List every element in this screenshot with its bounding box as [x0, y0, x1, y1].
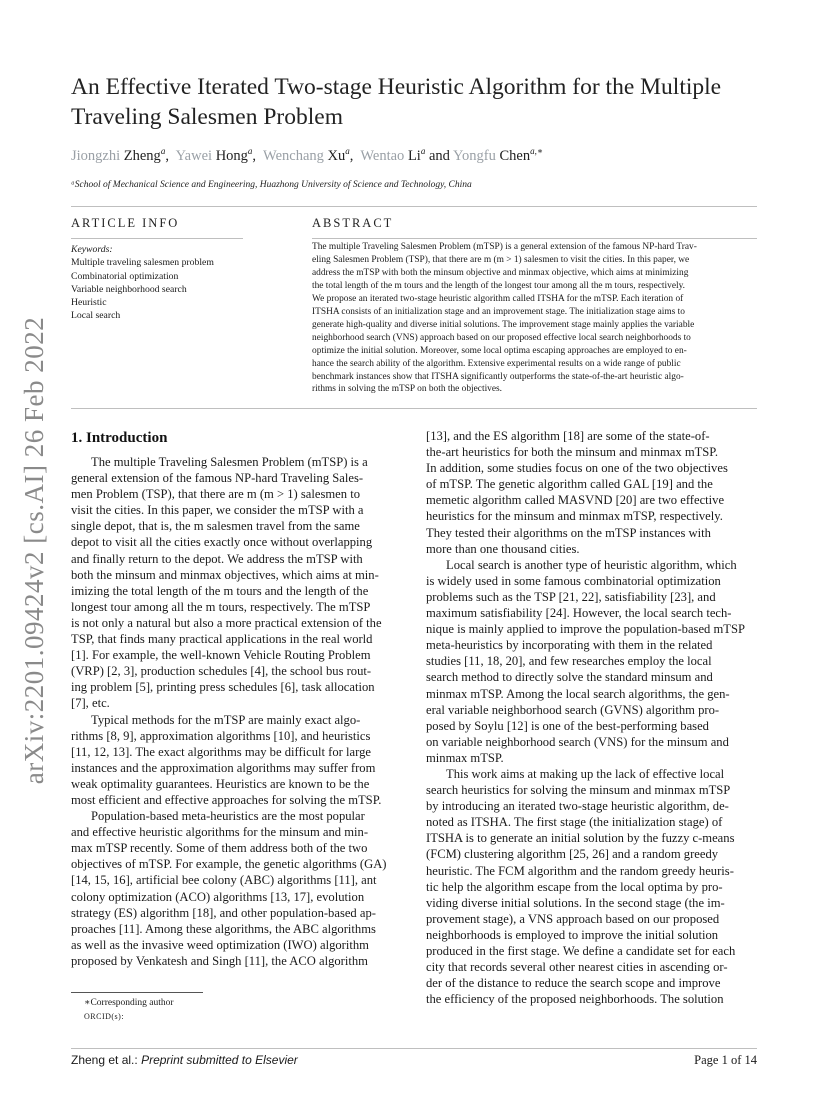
- body-text-line: problems such as the TSP [21, 22], satisfiability [23], and: [426, 589, 716, 604]
- body-text-line: minmax mTSP.: [426, 750, 504, 765]
- title-line-1: An Effective Iterated Two-stage Heuristic Algorithm for the Multiple: [71, 74, 722, 100]
- footnote: [84, 996, 174, 1024]
- footer-divider: [71, 1048, 757, 1049]
- keywords-box: [71, 243, 243, 323]
- body-text-line: strategy (ES) algorithm [18], and other population-based ap-: [71, 905, 376, 920]
- body-text-line: (FCM) clustering algorithm [25, 26] and a random greedy: [426, 847, 719, 862]
- body-text-line: [13], and the ES algorithm [18] are some of the state-of-: [426, 429, 710, 443]
- body-text-line: heuristic. The FCM algorithm and the random greedy heuris-: [426, 863, 734, 878]
- abstract-line: rithms in solving the mTSP on both the objectives.: [312, 384, 503, 395]
- abstract-line: generate high-quality and diverse initial solutions. The improvement stage mainly applies the variable: [312, 319, 695, 330]
- abstract-line: We propose an iterated two-stage heuristic algorithm called ITSHA for the mTSP. Each iteration of: [312, 293, 684, 304]
- body-text-line: They tested their algorithms on the mTSP instances with: [426, 525, 711, 540]
- left-column-body: [71, 454, 403, 969]
- body-text-line: single depot, that is, the m salesmen travel from the same: [71, 519, 360, 534]
- body-text-line: studies [11, 18, 20], and few researches employ the local: [426, 654, 712, 669]
- footer-preprint: Preprint submitted to Elsevier: [141, 1053, 298, 1067]
- body-text-line: heuristics for the minsum and minmax mTSP, respectively.: [426, 509, 723, 524]
- abstract-line: neighborhood search (VNS) approach based on our proposed effective local search neighborhoods to: [312, 332, 691, 343]
- author-list: Jiongzhi Zheng$^a$, Yawei Hong$^a$, Wenchang Xu$^a$, Wentao Li$^a$ and Yongfu Chen$^{a,∗}$: [71, 146, 543, 164]
- body-text-line: longest tour among all the m tours, respectively. The mTSP: [71, 599, 371, 614]
- body-text-line: and effective heuristic algorithms for the minsum and min-: [71, 825, 369, 840]
- body-text-line: Population-based meta-heuristics are the most popular: [91, 809, 365, 824]
- body-text-line: der of the distance to reduce the search scope and improve: [426, 976, 721, 991]
- body-text-line: both the minsum and minmax objectives, which aims at min-: [71, 567, 379, 582]
- body-text-line: on variable neighborhood search (VNS) for the minsum and: [426, 734, 729, 749]
- right-column-body: [426, 428, 757, 1007]
- body-text-line: minmax mTSP. Among the local search algorithms, the gen-: [426, 686, 730, 701]
- footer-author: Zheng et al.:: [71, 1053, 138, 1067]
- body-text-line: rithms [8, 9], approximation algorithms [10], and heuristics: [71, 728, 371, 743]
- body-text-line: is not only a natural but also a more practical extension of the: [71, 615, 382, 630]
- abstract-line: optimize the initial solution. Moreover, some local optima escaping approaches are employed to en-: [312, 345, 687, 356]
- body-text-line: is widely used in some famous combinatorial optimization: [426, 573, 721, 588]
- body-text-line: [7], etc.: [71, 696, 110, 711]
- body-text-line: In addition, some studies focus on one of the two objectives: [426, 461, 728, 476]
- article-info-heading: ARTICLE INFO: [71, 216, 180, 230]
- arxiv-stamp: arXiv:2201.09424v2 [cs.AI] 26 Feb 2022: [19, 316, 50, 784]
- body-text-line: eral variable neighborhood search (GVNS) algorithm pro-: [426, 702, 720, 717]
- body-text-line: as well as the invasive weed optimization (IWO) algorithm: [71, 937, 369, 952]
- article-info-divider: [71, 238, 243, 239]
- abstract-end-divider: [71, 408, 757, 409]
- author[interactable]: Jiongzhi Zheng$^a$: [71, 146, 166, 164]
- body-text-line: noted as ITSHA. The first stage (the initialization stage) of: [426, 815, 723, 830]
- body-text-line: [1]. For example, the well-known Vehicle Routing Problem: [71, 648, 371, 663]
- abstract-heading: ABSTRACT: [312, 216, 394, 230]
- body-text-line: meta-heuristics by incorporating with them in the related: [426, 638, 713, 653]
- body-text-line: the efficiency of the proposed neighborhoods. The solution: [426, 992, 724, 1007]
- body-text-line: weak optimality guarantees. Heuristics are known to be the: [71, 776, 370, 791]
- footnote-divider: [71, 992, 203, 993]
- body-text-line: Typical methods for the mTSP are mainly exact algo-: [91, 712, 361, 727]
- author[interactable]: Yongfu Chen$^{a,∗}$: [452, 146, 543, 164]
- body-text-line: instances and the approximation algorithms may suffer from: [71, 760, 376, 775]
- keyword: Combinatorial optimization: [71, 270, 179, 282]
- body-text-line: tic help the algorithm escape from the local optima by pro-: [426, 879, 723, 894]
- body-text-line: [14, 15, 16], artificial bee colony (ABC) algorithms [11], ant: [71, 873, 377, 888]
- abstract-line: ITSHA consists of an initialization stage and an improvement stage. The initialization stage aims to: [312, 306, 685, 317]
- keywords-label: Keywords:: [71, 244, 113, 255]
- abstract-line: hance the search ability of the algorithm. Extensive experimental results on a wide range of public: [312, 358, 681, 369]
- abstract-line: eling Salesmen Problem (TSP), that there are m (m > 1) salesmen to visit the cities. In this paper, we: [312, 254, 690, 265]
- body-text-line: more than one thousand cities.: [426, 541, 580, 556]
- body-text-line: [11, 12, 13]. The exact algorithms may be difficult for large: [71, 744, 371, 759]
- body-text-line: nique is mainly applied to improve the population-based mTSP: [426, 622, 745, 637]
- keyword: Multiple traveling salesmen problem: [71, 257, 214, 269]
- body-text-line: search method to directly solve the standard minsum and: [426, 670, 713, 685]
- body-text-line: provement stage), a VNS approach based on our proposed: [426, 911, 720, 926]
- body-text-line: posed by Soylu [12] is one of the best-performing based: [426, 718, 709, 733]
- body-text-line: men Problem (TSP), that there are m (m > 1) salesmen to: [71, 487, 360, 502]
- body-text-line: objectives of mTSP. For example, the genetic algorithms (GA): [71, 857, 387, 872]
- keyword: Variable neighborhood search: [71, 283, 187, 295]
- body-text-line: proaches [11]. Among these algorithms, the ABC algorithms: [71, 921, 376, 936]
- body-text-line: of mTSP. The genetic algorithm called GAL [19] and the: [426, 477, 713, 492]
- body-text-line: ITSHA is to generate an initial solution by the fuzzy c-means: [426, 831, 735, 846]
- body-text-line: and finally return to the depot. We address the mTSP with: [71, 551, 363, 566]
- header-divider: [71, 206, 757, 207]
- abstract-line: the total length of the m tours and the length of the longest tour among all the m tours, respectively.: [312, 280, 686, 291]
- page-number: Page 1 of 14: [694, 1053, 757, 1067]
- body-text-line: imizing the total length of the m tours and the length of the: [71, 583, 369, 598]
- body-text-line: max mTSP recently. Some of them address both of the two: [71, 841, 368, 856]
- affiliation: ᵃSchool of Mechanical Science and Engineering, Huazhong University of Science and Technology, China: [71, 180, 472, 190]
- body-text-line: maximum satisfiability [24]. However, the local search tech-: [426, 606, 732, 621]
- body-text-line: most efficient and effective approaches for solving the mTSP.: [71, 792, 382, 807]
- body-text-line: TSP, that finds many practical applications in the real world: [71, 632, 373, 647]
- body-text-line: general extension of the famous NP-hard Traveling Sales-: [71, 471, 364, 486]
- footnote-corresponding: ∗Corresponding author: [84, 998, 174, 1008]
- footnote-orcid: ORCID(s):: [84, 1012, 125, 1021]
- body-text-line: proposed by Venkatesh and Singh [11], the ACO algorithm: [71, 953, 368, 968]
- body-text-line: memetic algorithm called MASVND [20] are two effective: [426, 493, 725, 508]
- abstract-line: address the mTSP with both the minsum objective and minmax objective, which aims at minimizing: [312, 267, 689, 278]
- body-text-line: neighborhoods is employed to improve the initial solution: [426, 927, 719, 942]
- paper-title: [71, 72, 771, 132]
- author-and: and: [428, 147, 450, 164]
- body-text-line: depot to visit all the cities exactly once without overlapping: [71, 535, 373, 550]
- author[interactable]: Wentao Li$^a$: [360, 146, 426, 164]
- body-text-line: (VRP) [2, 3], production schedules [4], the school bus rout-: [71, 664, 372, 679]
- abstract-divider: [312, 238, 757, 239]
- body-text-line: The multiple Traveling Salesmen Problem (mTSP) is a: [91, 455, 368, 469]
- keyword: Heuristic: [71, 297, 107, 309]
- body-text-line: colony optimization (ACO) algorithms [13, 17], evolution: [71, 889, 365, 904]
- section-heading-introduction: 1. Introduction: [71, 430, 168, 446]
- body-text-line: visit the cities. In this paper, we consider the mTSP with a: [71, 503, 364, 518]
- abstract-line: The multiple Traveling Salesmen Problem (mTSP) is a general extension of the famous NP-hard Trav-: [312, 242, 697, 252]
- keyword: Local search: [71, 310, 121, 322]
- body-text-line: search heuristics for solving the minsum and minmax mTSP: [426, 783, 731, 798]
- body-text-line: viding diverse initial solutions. In the second stage (the im-: [426, 895, 725, 910]
- body-text-line: the-art heuristics for both the minsum and minmax mTSP.: [426, 445, 719, 460]
- body-text-line: Local search is another type of heuristic algorithm, which: [446, 557, 737, 572]
- body-text-line: city that records several other nearest cities in ascending or-: [426, 960, 728, 975]
- running-footer: [71, 1053, 298, 1067]
- body-text-line: produced in the first stage. We define a candidate set for each: [426, 944, 736, 958]
- body-text-line: by introducing an iterated two-stage heuristic algorithm, de-: [426, 799, 729, 814]
- abstract-body: [312, 241, 757, 396]
- abstract-line: benchmark instances show that ITSHA significantly outperforms the state-of-the-art heuristic algo-: [312, 371, 684, 382]
- title-line-2: Traveling Salesmen Problem: [71, 104, 343, 130]
- author[interactable]: Yawei Hong$^a$: [175, 146, 253, 164]
- body-text-line: This work aims at making up the lack of effective local: [446, 766, 725, 781]
- body-text-line: ing problem [5], printing press schedules [6], task allocation: [71, 680, 375, 695]
- author[interactable]: Wenchang Xu$^a$: [263, 146, 350, 164]
